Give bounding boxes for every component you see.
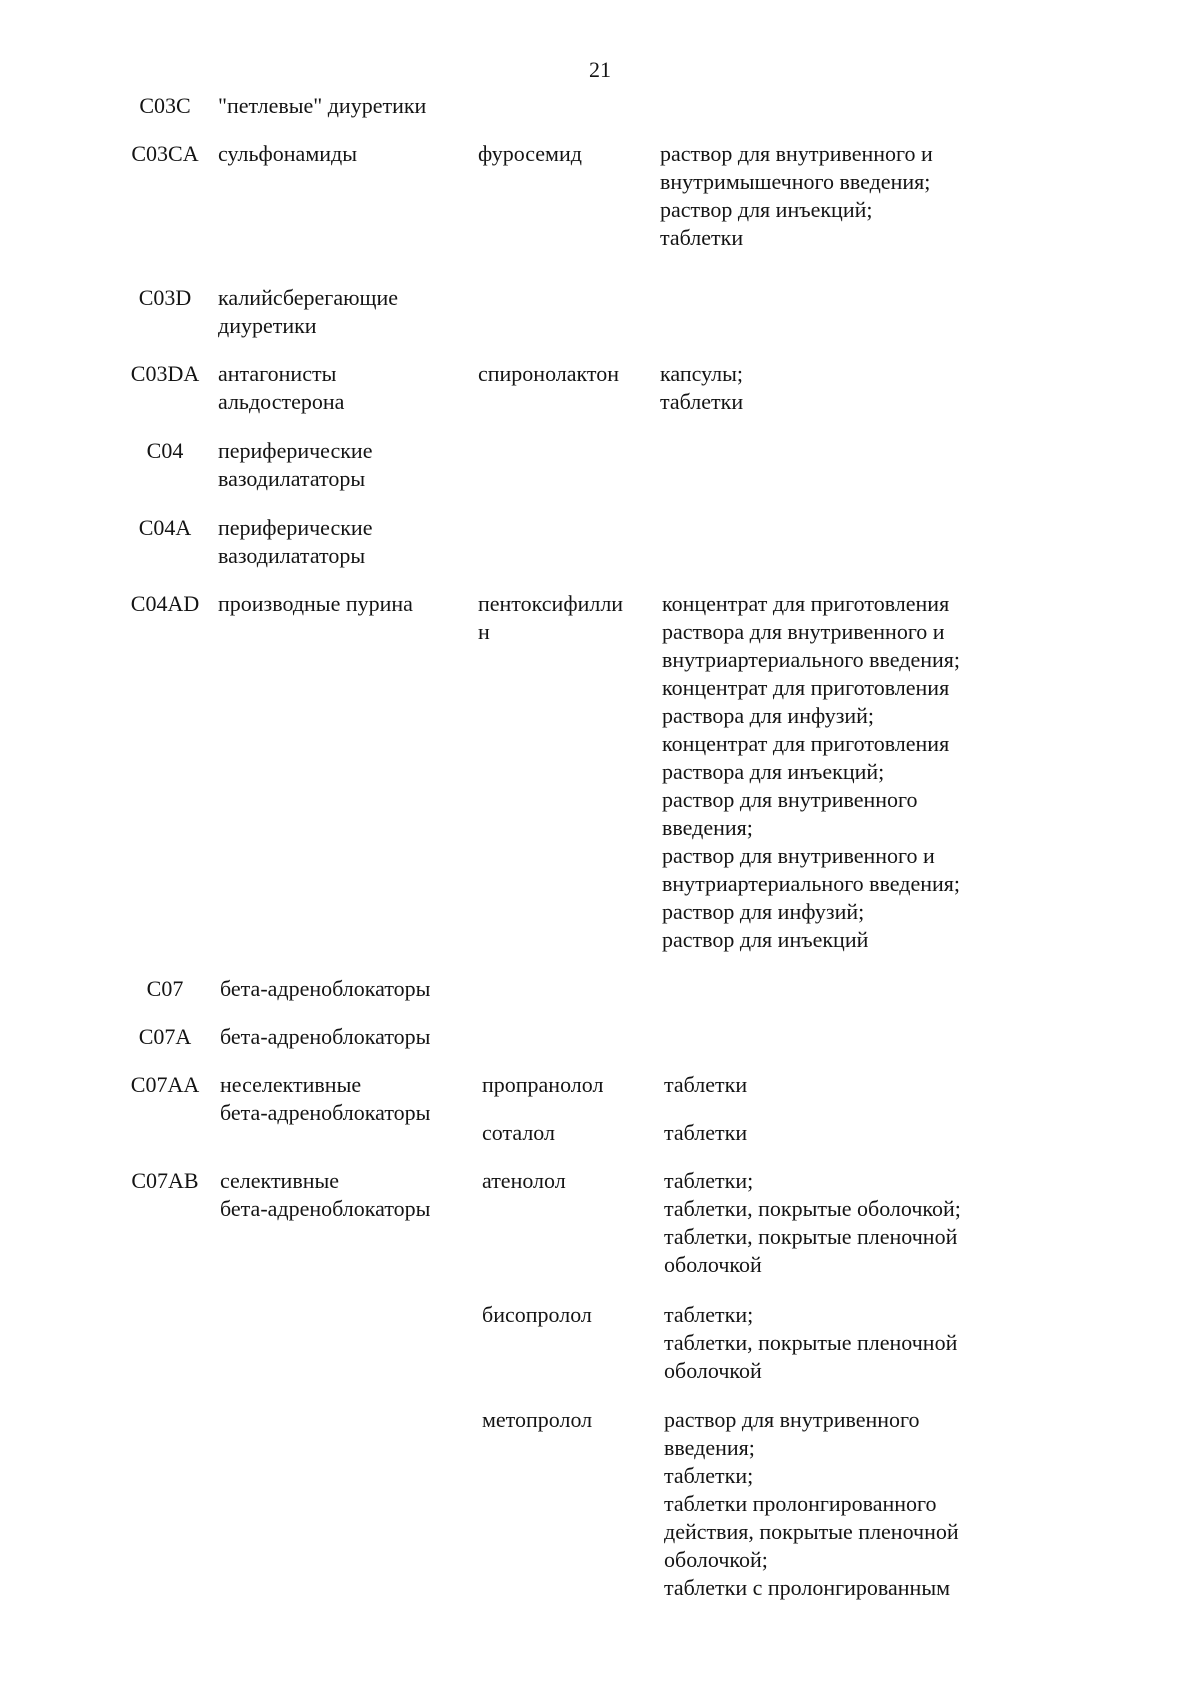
drug-name: пентоксифилли н xyxy=(478,591,624,644)
atc-group: периферические вазодилататоры xyxy=(218,515,373,568)
dosage-forms: концентрат для приготовления раствора для внутривенного и внутриартериального введения; концентрат для приготовления раствора для инфузий; концентрат для приготовления раствора для инъекций; раствор для внутривенного введения; раствор для внутривенного и внутриартериального введения; раствор для инфузий; раствор для инъекций xyxy=(662,591,961,952)
table-row xyxy=(0,514,1200,568)
table-row xyxy=(0,1406,1200,1600)
table-row xyxy=(0,284,1200,338)
atc-code: C03DA xyxy=(130,361,200,386)
atc-group: "петлевые" диуретики xyxy=(218,93,427,118)
atc-group: сульфонамиды xyxy=(218,141,357,166)
table-row xyxy=(0,1071,1200,1125)
dosage-forms: таблетки; таблетки, покрытые пленочной оболочкой xyxy=(664,1302,958,1383)
atc-code: C04A xyxy=(138,515,192,540)
page-number: 21 xyxy=(589,57,611,82)
atc-group: бета-адреноблокаторы xyxy=(220,976,431,1001)
table-row xyxy=(0,590,1200,952)
atc-code: C04 xyxy=(146,438,184,463)
dosage-forms: раствор для внутривенного введения; таблетки; таблетки пролонгированного действия, покрытые пленочной оболочкой; таблетки с пролонгированным xyxy=(664,1407,959,1600)
table-row xyxy=(0,140,1200,250)
atc-code: C07 xyxy=(146,976,184,1001)
atc-group: антагонисты альдостерона xyxy=(218,361,345,414)
atc-code: C07AB xyxy=(131,1168,199,1193)
drug-name: соталол xyxy=(482,1120,555,1145)
dosage-forms: раствор для внутривенного и внутримышечного введения; раствор для инъекций; таблетки xyxy=(660,141,933,250)
drug-name: спиронолактон xyxy=(478,361,620,386)
table-row xyxy=(0,1301,1200,1383)
atc-code: C07AA xyxy=(130,1072,200,1097)
dosage-forms: таблетки; таблетки, покрытые оболочкой; таблетки, покрытые пленочной оболочкой xyxy=(664,1168,961,1277)
atc-code: C07A xyxy=(138,1024,192,1049)
table-row xyxy=(0,437,1200,491)
table-row xyxy=(0,1167,1200,1277)
table-row xyxy=(0,1023,1200,1053)
table-row xyxy=(0,1119,1200,1149)
drug-name: бисопролол xyxy=(482,1302,592,1327)
atc-group: калийсберегающие диуретики xyxy=(218,285,399,338)
atc-group: селективные бета-адреноблокаторы xyxy=(220,1168,431,1221)
table-row xyxy=(0,92,1200,122)
drug-name: атенолол xyxy=(482,1168,566,1193)
dosage-forms: капсулы; таблетки xyxy=(660,361,744,414)
drug-name: пропранолол xyxy=(482,1072,604,1097)
atc-group: периферические вазодилататоры xyxy=(218,438,373,491)
drug-name: метопролол xyxy=(482,1407,593,1432)
drug-name: фуросемид xyxy=(478,141,582,166)
dosage-forms: таблетки xyxy=(664,1120,748,1145)
table-row xyxy=(0,975,1200,1005)
atc-group: производные пурина xyxy=(218,591,413,616)
atc-group: неселективные бета-адреноблокаторы xyxy=(220,1072,431,1125)
atc-code: C04AD xyxy=(130,591,200,616)
atc-code: C03C xyxy=(139,93,191,118)
atc-group: бета-адреноблокаторы xyxy=(220,1024,431,1049)
atc-code: C03CA xyxy=(131,141,199,166)
dosage-forms: таблетки xyxy=(664,1072,748,1097)
atc-code: C03D xyxy=(138,285,192,310)
table-row xyxy=(0,360,1200,414)
